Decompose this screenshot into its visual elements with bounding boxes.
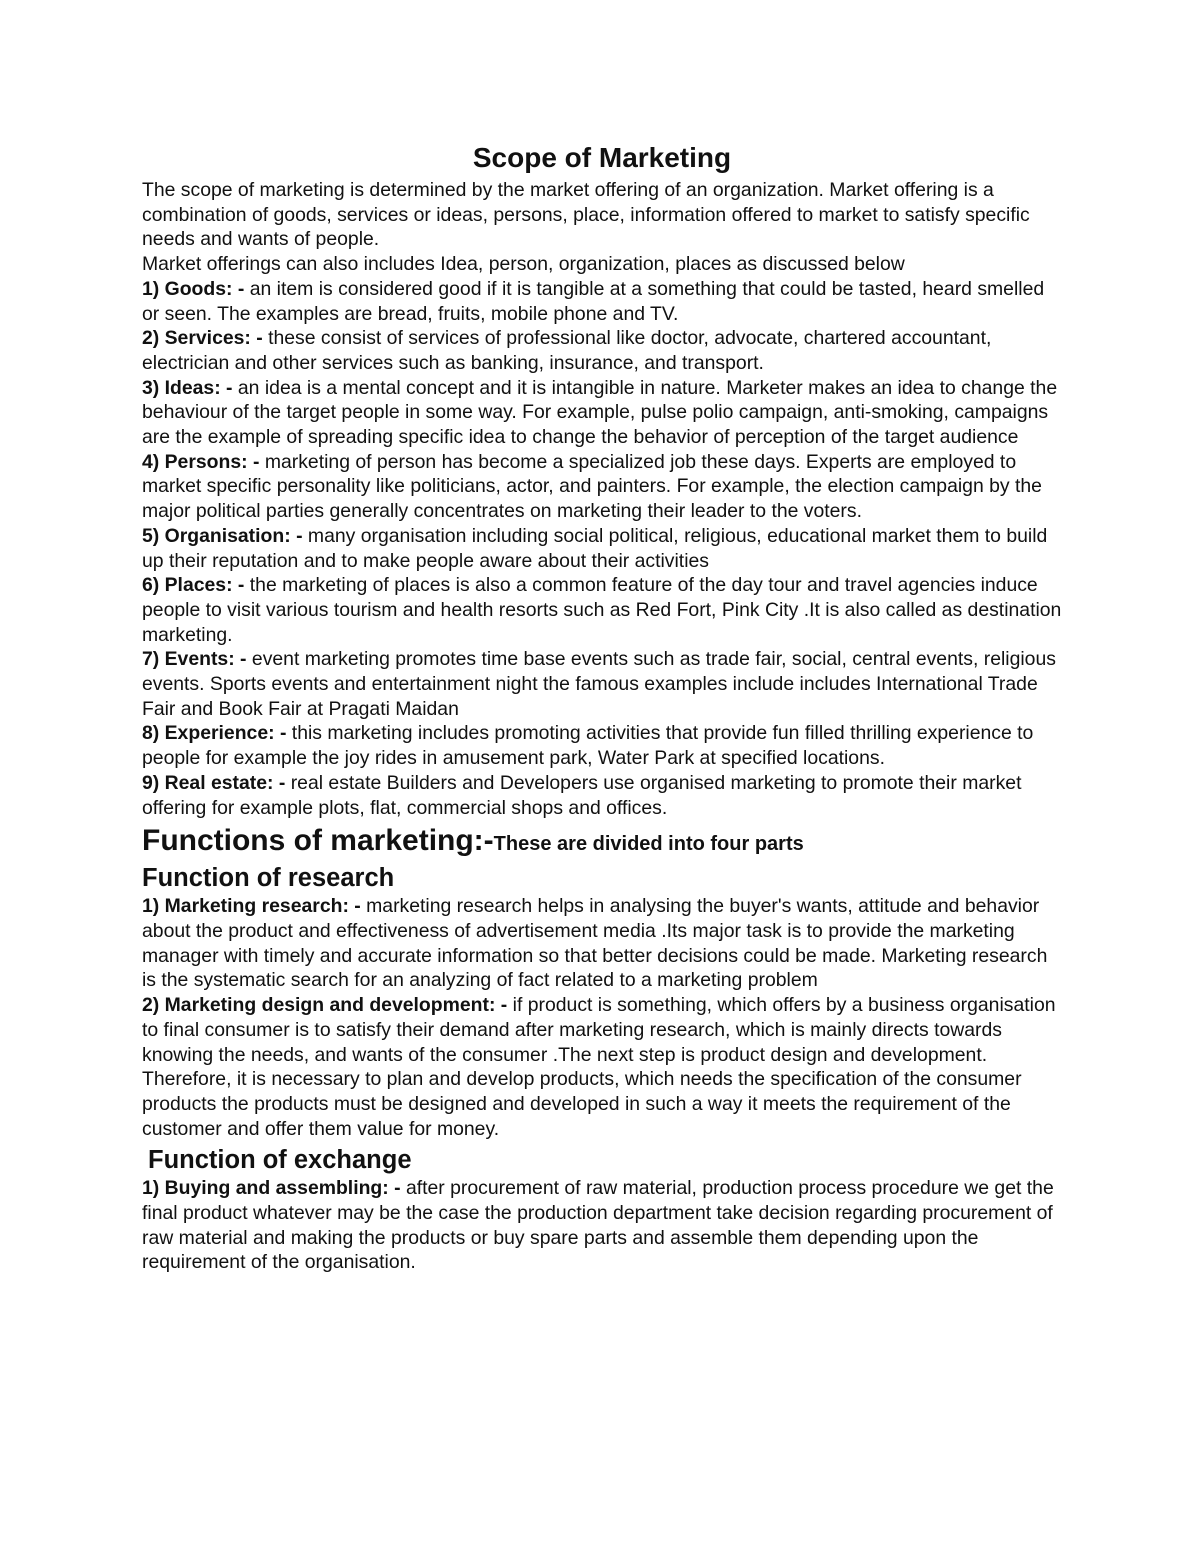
page-title: Scope of Marketing	[472, 142, 732, 173]
item-label: 5) Organisation: -	[142, 524, 303, 547]
item-label: 8) Experience: -	[142, 722, 287, 745]
item-label: 4) Persons: -	[142, 450, 260, 473]
research-heading: Function of research	[142, 864, 395, 893]
functions-subheading: These are divided into four parts	[493, 833, 804, 856]
scope-item-services	[142, 326, 1062, 375]
item-label: 7) Events: -	[142, 648, 247, 671]
item-text: an idea is a mental concept and it is intangible in nature. Marketer makes an idea to change the behaviour of the target people in some way. For example, pulse polio campaign, anti-smoking, campaigns are the example of spreading specific idea to change the behavior of perception of the target audience	[142, 376, 1058, 449]
item-label: 1) Goods: -	[142, 277, 245, 300]
item-text: this marketing includes promoting activities that provide fun filled thrilling experience to people for example the joy rides in amusement park, Water Park at specified locations.	[142, 722, 1034, 770]
functions-heading	[142, 822, 1062, 863]
document-page	[142, 140, 1062, 1275]
intro-paragraph: The scope of marketing is determined by the market offering of an organization. Market offering is a combination of goods, services or ideas, persons, place, information offered to market to satisfy specific needs and wants of people.	[142, 179, 1030, 251]
item-text: after procurement of raw material, production process procedure we get the final product whatever may be the case the production department take decision regarding procurement of raw material and making the products or buy spare parts and assemble them depending upon the requirement of the organisation.	[142, 1177, 1054, 1274]
scope-item-real-estate	[142, 771, 1062, 820]
scope-item-persons	[142, 450, 1062, 524]
item-label: 2) Marketing design and development: -	[142, 994, 508, 1017]
scope-item-experience	[142, 721, 1062, 770]
exchange-item-buying-assembling	[142, 1176, 1062, 1275]
research-item-marketing-research	[142, 894, 1062, 993]
item-label: 3) Ideas: -	[142, 376, 233, 399]
item-text: marketing of person has become a specialized job these days. Experts are employed to market specific personality like politicians, actor, and painters. For example, the election campaign by the major political parties generally concentrates on marketing their leader to the voters.	[142, 450, 1042, 523]
item-text: marketing research helps in analysing the buyer's wants, attitude and behavior about the product and effectiveness of advertisement media .Its major task is to provide the marketing manager with timely and accurate information so that better decisions could be made. Marketing research is the systematic search for an analyzing of fact related to a marketing problem	[142, 895, 1048, 992]
item-label: 2) Services: -	[142, 327, 263, 350]
item-text: many organisation including social political, religious, educational market them to build up their reputation and to make people aware about their activities	[142, 524, 1048, 572]
item-label: 9) Real estate: -	[142, 771, 286, 794]
item-text: if product is something, which offers by a business organisation to final consumer is to satisfy their demand after marketing research, which is mainly directs towards knowing the needs, and wants of the consumer .The next step is product design and development. Therefore, it is necessary to plan and develop products, which needs the specification of the consumer products the products must be designed and developed in such a way it meets the requirement of the customer and offer them value for money.	[142, 994, 1056, 1140]
exchange-heading: Function of exchange	[148, 1146, 412, 1175]
scope-item-goods	[142, 277, 1062, 326]
item-text: event marketing promotes time base events such as trade fair, social, central events, religious events. Sports events and entertainment night the famous examples include includes International Trade Fair and Book Fair at Pragati Maidan	[142, 648, 1056, 720]
research-item-design-development	[142, 993, 1062, 1141]
functions-heading-text: Functions of marketing:-	[142, 824, 494, 858]
item-label: 1) Buying and assembling: -	[142, 1177, 401, 1200]
scope-item-organisation	[142, 524, 1062, 573]
item-text: real estate Builders and Developers use organised marketing to promote their market offering for example plots, flat, commercial shops and offices.	[142, 771, 1022, 819]
scope-item-events	[142, 647, 1062, 721]
scope-item-ideas	[142, 376, 1062, 450]
scope-item-places	[142, 573, 1062, 647]
intro-paragraph: Market offerings can also includes Idea, person, organization, places as discussed below	[142, 253, 905, 276]
item-label: 1) Marketing research: -	[142, 895, 361, 918]
item-label: 6) Places: -	[142, 574, 245, 597]
item-text: these consist of services of professional like doctor, advocate, chartered accountant, electrician and other services such as banking, insurance, and transport.	[142, 327, 992, 374]
item-text: the marketing of places is also a common feature of the day tour and travel agencies induce people to visit various tourism and health resorts such as Red Fort, Pink City .It is also called as destination marketing.	[142, 574, 1062, 646]
item-text: an item is considered good if it is tangible at a something that could be tasted, heard smelled or seen. The examples are bread, fruits, mobile phone and TV.	[142, 277, 1045, 325]
